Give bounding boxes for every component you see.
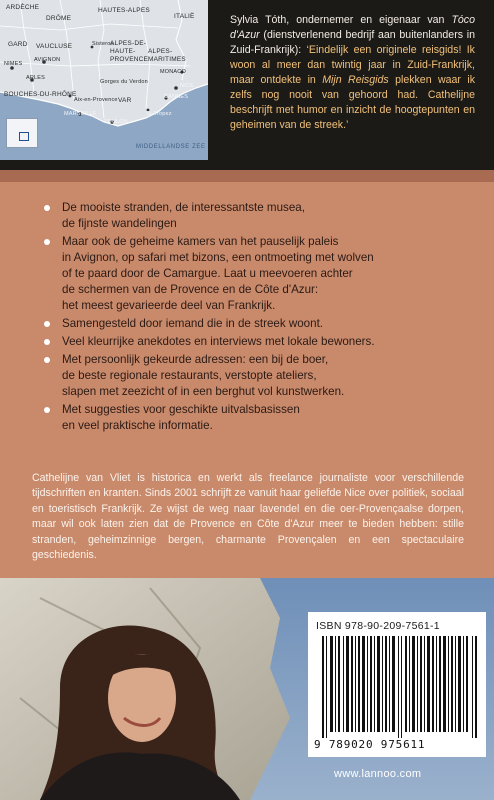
france-inset-map xyxy=(6,118,38,148)
map-city-label: NICE xyxy=(180,83,194,89)
feature-line: Met persoonlijk gekeurde adressen: een bij de boer, xyxy=(62,353,329,366)
map-region-label: VAR xyxy=(118,97,132,104)
testimonial-quote xyxy=(230,13,475,133)
feature-line: in Avignon, op safari met bizons, een ontmoeting met wolven xyxy=(62,251,374,264)
map-city-label: TOULON xyxy=(104,119,129,125)
feature-item xyxy=(40,352,470,400)
map-region-label: ITALIË xyxy=(174,13,195,20)
map-region-label: GARD xyxy=(8,41,28,48)
feature-item xyxy=(40,316,470,332)
quote-intro-after: (dienstverlenend bedrijf aan buitenlanders in Zuid-Frankrijk): xyxy=(230,29,475,56)
feature-item xyxy=(40,234,470,314)
map-city-label: NIMES xyxy=(4,61,23,67)
feature-item xyxy=(40,334,470,350)
map-region-label: BOUCHES-DU-RHÔNE xyxy=(4,91,77,98)
map-sea-label: MIDDELLANDSE ZEE xyxy=(136,144,206,150)
feature-line: de fijnste wandelingen xyxy=(62,217,177,230)
feature-line: Samengesteld door iemand die in de streek woont. xyxy=(62,317,324,330)
feature-item xyxy=(40,200,470,232)
map-city-label: St-Tropez xyxy=(146,111,172,117)
feature-line: en veel praktische informatie. xyxy=(62,419,213,432)
map-region-label: VAUCLUSE xyxy=(36,43,73,50)
feature-line: Veel kleurrijke anekdotes en interviews met lokale bewoners. xyxy=(62,335,375,348)
book-title: Mijn Reisgids xyxy=(322,74,389,86)
map-city-label: MONACO xyxy=(160,69,186,75)
feature-line: het meest gevarieerde deel van Frankrijk. xyxy=(62,299,276,312)
inset-highlight-box xyxy=(19,132,29,141)
publisher-url[interactable]: www.lannoo.com xyxy=(334,768,422,780)
feature-line: of te paard door de Camargue. Laat u meevoeren achter xyxy=(62,267,353,280)
company-name: Tóco d'Azur xyxy=(230,14,475,41)
map-region-label: ALPES-MARITIMES xyxy=(148,48,186,64)
feature-line: slapen met zeezicht of in een berghut vol kunstwerken. xyxy=(62,385,345,398)
map-city-label: Sisteron xyxy=(92,41,114,47)
feature-list xyxy=(40,200,470,436)
region-map xyxy=(0,0,208,160)
isbn-number: ISBN 978-90-209-7561-1 xyxy=(316,620,440,632)
feature-item xyxy=(40,402,470,434)
divider-band xyxy=(0,170,494,182)
map-region-label: ALPES-DE-HAUTE-PROVENCE xyxy=(110,40,149,64)
top-panel xyxy=(0,0,494,170)
map-city-label: CANNES xyxy=(164,94,189,100)
feature-line: de schermen van de Provence en de Côte d'Azur: xyxy=(62,283,319,296)
map-city-label: ARLES xyxy=(26,75,46,81)
feature-line: De mooiste stranden, de interessantste musea, xyxy=(62,201,305,214)
map-region-label: ARDÈCHE xyxy=(6,4,40,11)
barcode-digits: 9 789020 975611 xyxy=(314,738,426,751)
feature-line: Met suggesties voor geschikte uitvalsbasissen xyxy=(62,403,300,416)
author-bio: Cathelijne van Vliet is historica en werkt als freelance journaliste voor verschillende tijdschriften en kranten. Sinds 2001 schrijft ze vanuit haar geliefde Nice over politiek, sociaal en toeristisch Frankrijk. Ze wijst de weg naar lavendel en die oer-Provençaalse dorpen, maar wil ook laten zien dat de Provence en Côte d'Azur meer te bieden hebben: stille stranden, geheimzinnige bergen, charmante Provençalen en een spectaculaire geschiedenis. xyxy=(32,471,464,562)
quote-intro: Sylvia Tóth, ondernemer en eigenaar van xyxy=(230,14,452,26)
map-region-label: HAUTES-ALPES xyxy=(98,7,150,14)
map-city-label: Gorges du Verdon xyxy=(100,79,148,85)
feature-line: Maar ook de geheime kamers van het pauselijk paleis xyxy=(62,235,339,248)
map-city-label: AVIGNON xyxy=(34,57,61,63)
quote-text-2: plekken waar ik zelfs nog nooit van gehoord had. Cathelijne beschrijft met humor en inzicht de hoogtepunten en geheimen van de streek.’ xyxy=(230,74,475,131)
barcode-bars xyxy=(322,636,478,738)
map-region-label: DRÔME xyxy=(46,15,72,22)
feature-line: de beste regionale restaurants, verstopte ateliers, xyxy=(62,369,317,382)
map-city-label: MARSEILLE xyxy=(64,111,97,117)
quote-text-1: ‘Eindelijk een originele reisgids! Ik woon al meer dan twintig jaar in Zuid-Frankrijk, maar ontdekte in xyxy=(230,44,475,86)
barcode-panel xyxy=(308,612,486,757)
map-city-label: Aix-en-Provence xyxy=(74,97,118,103)
